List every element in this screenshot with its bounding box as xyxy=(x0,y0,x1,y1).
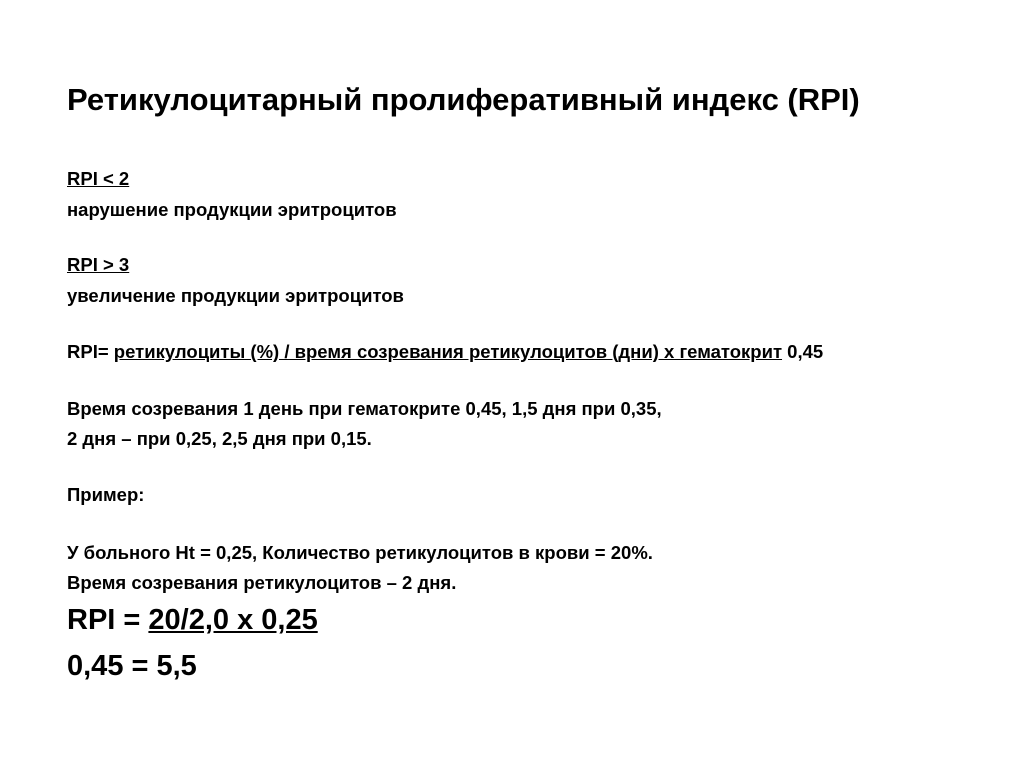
rpi-high-meaning: увеличение продукции эритроцитов xyxy=(67,285,404,306)
maturation-line-1: Время созревания 1 день при гематокрите 0,45, 1,5 дня при 0,35, xyxy=(67,398,662,419)
formula-prefix: RPI= xyxy=(67,341,109,362)
example-result-line-2: 0,45 = 5,5 xyxy=(67,650,197,682)
slide-title: Ретикулоцитарный пролиферативный индекс (RPI) xyxy=(67,82,860,117)
rpi-low-condition: RPI < 2 xyxy=(67,168,130,189)
rpi-low-meaning: нарушение продукции эритроцитов xyxy=(67,199,397,220)
formula-denominator: 0,45 xyxy=(787,341,824,362)
example-label: Пример: xyxy=(67,484,145,505)
rpi-high-condition: RPI > 3 xyxy=(67,254,130,275)
example-result-line-1 xyxy=(67,604,318,637)
example-line-1: У больного Ht = 0,25, Количество ретикулоцитов в крови = 20%. xyxy=(67,542,653,563)
rpi-formula xyxy=(67,341,823,363)
formula-numerator: ретикулоциты (%) / время созревания ретикулоцитов (дни) х гематокрит xyxy=(113,341,783,362)
result-prefix: RPI = xyxy=(67,604,141,636)
example-line-2: Время созревания ретикулоцитов – 2 дня. xyxy=(67,572,457,593)
maturation-line-2: 2 дня – при 0,25, 2,5 дня при 0,15. xyxy=(67,428,372,449)
result-expression: 20/2,0 х 0,25 xyxy=(148,604,318,636)
